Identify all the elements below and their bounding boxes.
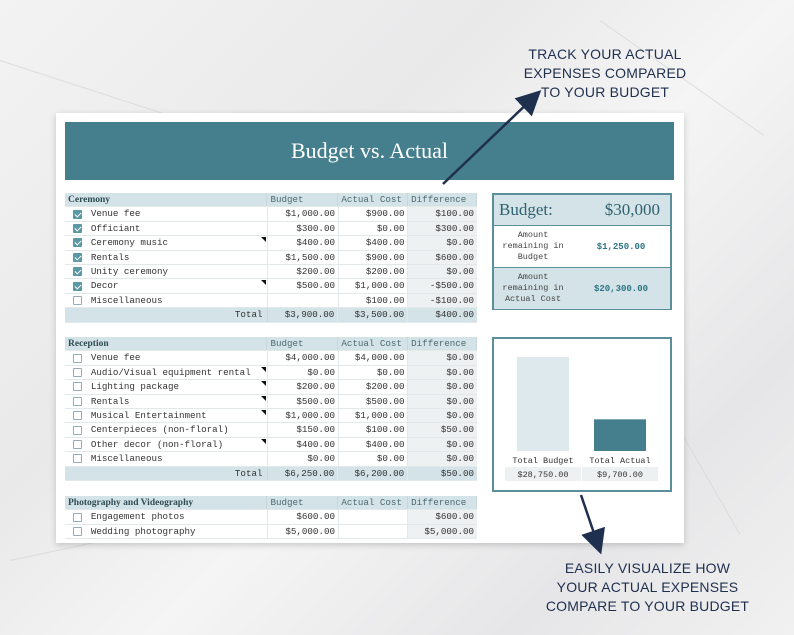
actual-cell[interactable]: $400.00 [339, 236, 409, 249]
section-title: Reception [65, 337, 267, 350]
total-difference: $50.00 [408, 467, 477, 480]
total-actual: $3,500.00 [338, 308, 408, 321]
actual-cell[interactable]: $4,000.00 [339, 351, 409, 364]
difference-cell: $0.00 [408, 409, 477, 422]
total-budget: $3,900.00 [268, 308, 339, 321]
arrow-up-icon [443, 97, 534, 184]
difference-cell: $0.00 [408, 395, 477, 408]
difference-cell: $600.00 [408, 251, 477, 264]
col-header-difference: Difference [408, 193, 477, 206]
callout-top-line: TRACK YOUR ACTUAL [528, 46, 682, 62]
total-difference: $400.00 [408, 308, 477, 321]
difference-cell: $50.00 [408, 423, 477, 436]
budget-cell[interactable]: $400.00 [268, 438, 339, 451]
col-header-actual: Actual Cost [338, 496, 408, 509]
summary-row-label: Amount remaining in Actual Cost [502, 272, 564, 304]
budget-cell[interactable]: $400.00 [268, 236, 339, 249]
budget-cell[interactable]: $4,000.00 [268, 351, 339, 364]
difference-cell: $0.00 [408, 366, 477, 379]
summary-budget-label: Budget: [499, 200, 553, 219]
difference-cell: $0.00 [408, 265, 477, 278]
actual-cell[interactable]: $400.00 [339, 438, 409, 451]
difference-cell: $600.00 [408, 510, 477, 523]
summary-row-value: $1,250.00 [596, 241, 646, 252]
budget-cell[interactable]: $0.00 [268, 366, 339, 379]
section-title: Ceremony [65, 193, 267, 206]
col-header-budget: Budget [267, 193, 338, 206]
total-label: Total [65, 308, 268, 321]
total-label: Total [65, 467, 268, 480]
item-label: Ceremony music [90, 237, 169, 249]
item-label: Decor [90, 280, 119, 292]
total-budget: $6,250.00 [268, 467, 339, 480]
col-header-budget: Budget [267, 496, 338, 509]
budget-cell[interactable]: $600.00 [268, 510, 339, 523]
item-label: Rentals [90, 251, 130, 263]
actual-cell[interactable]: $100.00 [339, 423, 409, 436]
item-label: Miscellaneous [90, 453, 163, 465]
col-header-difference: Difference [408, 496, 477, 509]
actual-cell[interactable]: $1,000.00 [339, 409, 409, 422]
item-label: Venue fee [90, 208, 141, 220]
item-label: Venue fee [90, 352, 141, 364]
budget-cell[interactable]: $1,000.00 [268, 207, 339, 220]
item-label: Rentals [90, 395, 130, 407]
col-header-actual: Actual Cost [338, 337, 408, 350]
difference-cell: $0.00 [408, 236, 477, 249]
item-label: Audio/Visual equipment rental [90, 366, 251, 378]
difference-cell: -$500.00 [408, 279, 477, 292]
item-label: Officiant [90, 222, 141, 234]
budget-cell[interactable]: $5,000.00 [268, 525, 339, 538]
chart-category-label: Total Budget [512, 456, 574, 466]
col-header-budget: Budget [267, 337, 338, 350]
difference-cell: -$100.00 [408, 294, 477, 307]
budget-cell[interactable]: $200.00 [268, 265, 339, 278]
item-label: Engagement photos [90, 511, 185, 523]
arrow-down-icon [581, 495, 598, 545]
actual-cell[interactable]: $0.00 [339, 366, 409, 379]
actual-cell[interactable]: $900.00 [339, 251, 409, 264]
actual-cell[interactable]: $900.00 [339, 207, 409, 220]
callout-bottom-line: YOUR ACTUAL EXPENSES [556, 579, 739, 595]
difference-cell: $5,000.00 [408, 525, 477, 538]
col-header-difference: Difference [408, 337, 477, 350]
budget-cell[interactable]: $500.00 [268, 279, 339, 292]
col-header-actual: Actual Cost [338, 193, 408, 206]
difference-cell: $0.00 [408, 438, 477, 451]
summary-budget-amount[interactable]: $30,000 [604, 200, 660, 219]
difference-cell: $0.00 [408, 351, 477, 364]
chart-category-label: Total Actual [589, 456, 651, 466]
actual-cell[interactable]: $0.00 [339, 452, 409, 465]
chart-value-label: $9,700.00 [597, 470, 643, 480]
difference-cell: $0.00 [408, 452, 477, 465]
total-actual: $6,200.00 [338, 467, 408, 480]
actual-cell[interactable]: $200.00 [339, 380, 409, 393]
difference-cell: $0.00 [408, 380, 477, 393]
item-label: Wedding photography [90, 525, 196, 537]
budget-cell[interactable]: $500.00 [268, 395, 339, 408]
budget-cell[interactable]: $150.00 [268, 423, 339, 436]
summary-row-label: Amount remaining in Budget [502, 230, 564, 262]
actual-cell[interactable]: $500.00 [339, 395, 409, 408]
chart-value-label: $28,750.00 [517, 470, 569, 480]
difference-cell: $100.00 [408, 207, 477, 220]
budget-cell[interactable]: $0.00 [268, 452, 339, 465]
callout-bottom-line: COMPARE TO YOUR BUDGET [545, 598, 750, 614]
callout-bottom-line: EASILY VISUALIZE HOW [564, 560, 731, 576]
actual-cell[interactable]: $1,000.00 [339, 279, 409, 292]
summary-row-value: $20,300.00 [593, 283, 648, 294]
difference-cell: $300.00 [408, 222, 477, 235]
budget-cell[interactable]: $300.00 [268, 222, 339, 235]
item-label: Unity ceremony [90, 265, 169, 277]
section-title: Photography and Videography [65, 496, 267, 509]
actual-cell[interactable]: $200.00 [339, 265, 409, 278]
budget-cell[interactable]: $1,500.00 [268, 251, 339, 264]
callout-top-line: TO YOUR BUDGET [540, 84, 670, 100]
item-label: Lighting package [90, 381, 180, 393]
actual-cell[interactable]: $0.00 [339, 222, 409, 235]
actual-cell[interactable]: $100.00 [339, 294, 409, 307]
callout-top-line: EXPENSES COMPARED [523, 65, 687, 81]
item-label: Musical Entertainment [90, 409, 207, 421]
budget-cell[interactable]: $1,000.00 [268, 409, 339, 422]
item-label: Miscellaneous [90, 294, 163, 306]
item-label: Centerpieces (non-floral) [90, 424, 229, 436]
item-label: Other decor (non-floral) [90, 438, 224, 450]
page-title: Budget vs. Actual [65, 122, 674, 180]
budget-cell[interactable]: $200.00 [268, 380, 339, 393]
